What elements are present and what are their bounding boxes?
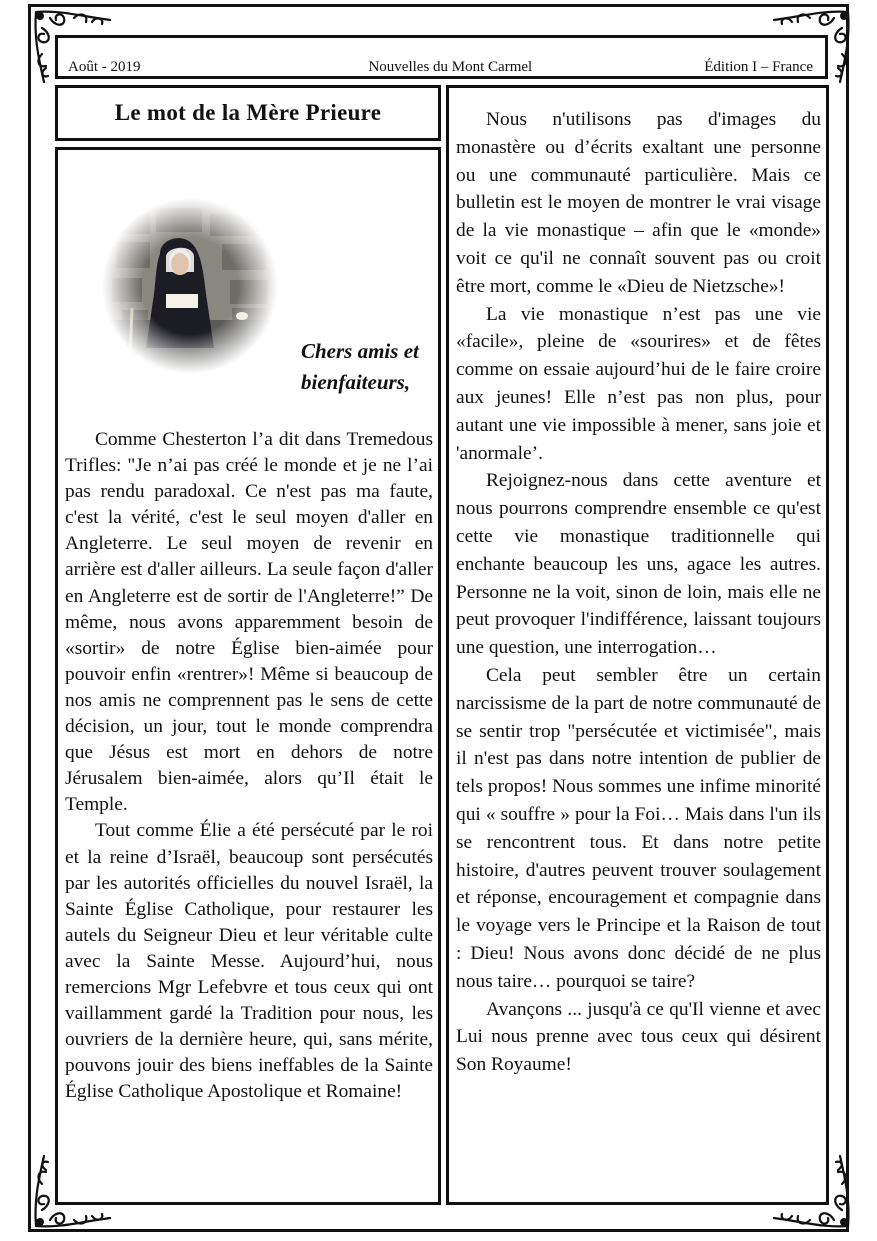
left-column [55, 147, 441, 1205]
article-title: Le mot de la Mère Prieure [114, 100, 382, 125]
newsletter-name: Nouvelles du Mont Carmel [368, 59, 533, 75]
header-row [68, 58, 813, 76]
paragraph: Cela peut sembler être un certain narcissisme de la part de notre communauté de se sentir trop "persécutée et victimisée", mais il n'est pas dans notre intention de publier de tels propos! Nous sommes une infime minorité qui « souffre » pour la Foi… Mais dans l'un ils se rencontrent tous. Et dans notre petite histoire, d'autres peuvent trouver soulagement et réponse, encouragement et compagnie dans le voyage vers le Principe et la Raison de tout : Dieu! Nous avons donc décidé de ne plus nous taire… pourquoi se taire? [456, 664, 821, 992]
salutation [301, 336, 441, 398]
salutation-line-2: bienfaiteurs, [301, 370, 411, 394]
salutation-line-1: Chers amis et [301, 339, 419, 363]
paragraph: Tout comme Élie a été persécuté par le roi et la reine d’Israël, beaucoup sont persécutés par les autorités officielles du nouvel Israël, la Sainte Église Catholique, pour restaurer les autels du Seigneur Dieu et leur véritable culte avec la Sainte Messe. Aujourd’hui, nous remercions Mgr Lefebvre et tous ceux qui ont vaillamment gardé la Tradition pour nous, les ouvriers de la dernière heure, qui, sans mérite, pouvons jouir des biens ineffables de la Sainte Église Catholique Apostolique et Romaine! [65, 820, 433, 1103]
right-column-text [456, 106, 821, 1079]
paragraph: Avançons ... jusqu'à ce qu'Il vienne et avec Lui nous prenne avec tous ceux qui désirent Son Royaume! [456, 998, 821, 1076]
right-column [446, 85, 829, 1205]
nun-reading-photo [102, 198, 278, 374]
paragraph: Comme Chesterton l’a dit dans Tremedous Trifles: "Je n’ai pas créé le monde et je ne l’ai pas rendu paradoxal. Ce n'est pas ma faute, c'est la vérité, c'est le seul moyen d'aller en Angleterre. Le seul moyen de revenir en arrière est d'aller ailleurs. La seule façon d'aller en Angleterre est de sortir de l'Angleterre!” De même, nous avons apparemment besoin de «sortir» de notre Église bien-aimée pour pouvoir enfin «rentrer»! Même si beaucoup de nos amis ne comprennent pas le sens de cette décision, un jour, tout le monde comprendra que Jésus est mort en dehors de notre Jérusalem bien-aimée, alors qu’Il était le Temple. [65, 429, 433, 816]
header-box [55, 35, 828, 79]
left-column-text [65, 427, 433, 1105]
paragraph: Rejoignez-nous dans cette aventure et nous pourrons comprendre ensemble ce qu'est cette vie monastique traditionnelle qui enchante beaucoup les uns, agace les autres. Personne ne la voit, sinon de loin, mais elle ne peut provoquer l'indifférence, laissant toujours une question, une interrogation… [456, 470, 821, 659]
paragraph: La vie monastique n’est pas une vie «facile», pleine de «sourires» et de fêtes comme on essaie aujourd’hui de le faire croire aux jeunes! Elle n’est pas non plus, pour autant une vie impossible à mener, sans joie et 'anormale’. [456, 303, 821, 464]
article-title-box [55, 85, 441, 141]
issue-date: Août - 2019 [68, 59, 141, 75]
edition-label: Édition I – France [704, 59, 813, 75]
paragraph: Nous n'utilisons pas d'images du monastère ou d’écrits exaltant une personne ou une communauté particulière. Mais ce bulletin est le moyen de montrer le vrai visage de la vie monastique – afin que le «monde» voit ce qu'il ne connaît souvent pas ou croit être mort, comme le «Dieu de Nietzsche»! [456, 109, 821, 297]
